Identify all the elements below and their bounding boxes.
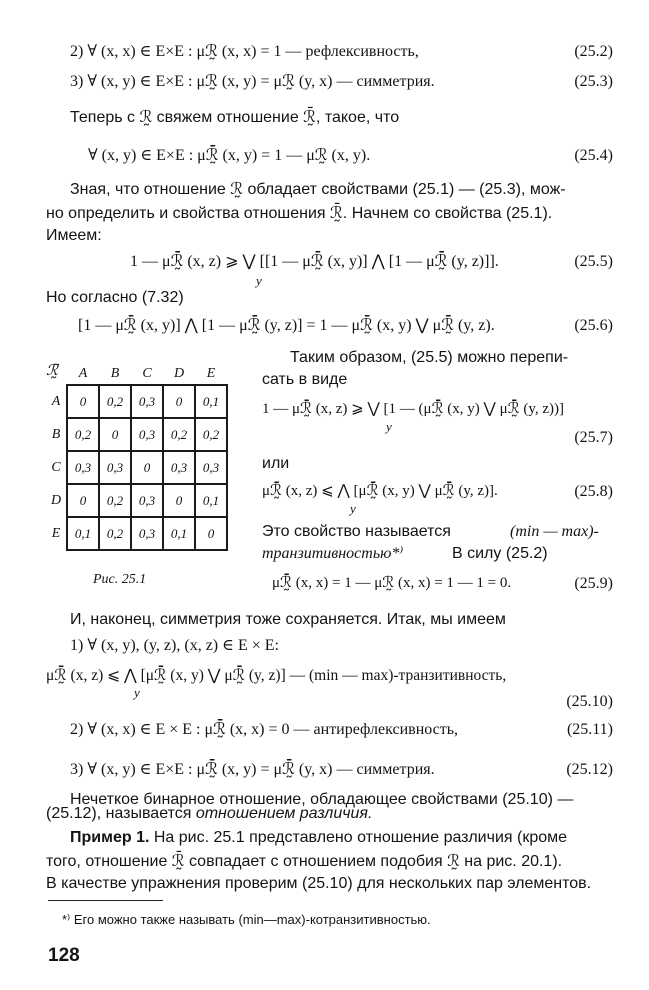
equation-25-4: ∀ (x, y) ∈ E×E : μℛ̰̄ (x, y) = 1 — μℛ̰ (x, y). bbox=[88, 147, 371, 164]
matrix-cell: 0 bbox=[99, 418, 131, 451]
row-header: B bbox=[51, 426, 61, 442]
paragraph-line: Но согласно (7.32) bbox=[46, 289, 184, 306]
matrix-row bbox=[46, 451, 227, 484]
matrix-cell: 0,3 bbox=[131, 517, 163, 550]
relation-matrix bbox=[46, 364, 228, 551]
column-header: B bbox=[110, 366, 120, 381]
equation-25-10-subscript: y bbox=[134, 685, 140, 700]
matrix-cell: 0,3 bbox=[131, 484, 163, 517]
eq-number-25-4: (25.4) bbox=[574, 147, 613, 164]
example-label: Пример 1. bbox=[70, 829, 150, 846]
matrix-cell: 0,1 bbox=[195, 385, 227, 418]
equation-25-5-subscript: y bbox=[256, 273, 262, 288]
matrix-row bbox=[46, 385, 227, 418]
eq-number-25-8: (25.8) bbox=[574, 483, 613, 500]
matrix-cell: 0,3 bbox=[163, 451, 195, 484]
row-header: D bbox=[50, 492, 62, 508]
row-header: A bbox=[51, 393, 61, 409]
matrix-cell: 0,2 bbox=[99, 517, 131, 550]
paragraph-line: Нечеткое бинарное отношение, обладающее свойствами (25.10) — bbox=[70, 791, 574, 808]
equation-25-11: 2) ∀ (x, x) ∈ E × E : μℛ̰̄ (x, x) = 0 — антирефлексивность, bbox=[70, 721, 459, 738]
equation-25-9: μℛ̰̄ (x, x) = 1 — μℛ̰ (x, x) = 1 — 1 = 0. bbox=[272, 575, 512, 591]
matrix-cell: 0,3 bbox=[67, 451, 99, 484]
paragraph-line bbox=[46, 806, 372, 822]
matrix-cell: 0,3 bbox=[99, 451, 131, 484]
matrix-cell: 0,3 bbox=[195, 451, 227, 484]
matrix-cell: 0,3 bbox=[131, 385, 163, 418]
matrix-cell: 0 bbox=[195, 517, 227, 550]
paragraph-line: Таким образом, (25.5) можно перепи- bbox=[290, 349, 569, 366]
equation-25-2: 2) ∀ (x, x) ∈ E×E : μℛ̰ (x, x) = 1 — рефлексивность, bbox=[70, 43, 419, 60]
paragraph-line: Это свойство называется bbox=[262, 523, 451, 540]
term-italic: отношением различия. bbox=[195, 805, 373, 822]
matrix-row bbox=[46, 484, 227, 517]
paragraph-line: Имеем: bbox=[46, 227, 102, 244]
matrix-cell: 0,2 bbox=[163, 418, 195, 451]
equation-25-7-subscript: y bbox=[386, 419, 392, 434]
matrix-cell: 0,1 bbox=[195, 484, 227, 517]
paragraph-line: или bbox=[262, 455, 290, 472]
equation-25-5: 1 — μℛ̰̄ (x, z) ⩾ ⋁ [[1 — μℛ̰̄ (x, y)] ⋀ [1 — μℛ̰̄ (y, z)]]. bbox=[130, 253, 499, 270]
equation-25-3: 3) ∀ (x, y) ∈ E×E : μℛ̰ (x, y) = μℛ̰ (y, x) — симметрия. bbox=[70, 73, 435, 90]
eq-number-25-9: (25.9) bbox=[574, 575, 613, 592]
equation-25-10: μℛ̰̄ (x, z) ⩽ ⋀ [μℛ̰̄ (x, y) ⋁ μℛ̰̄ (y, z)] — (min — max)-транзитивность, bbox=[46, 667, 507, 684]
paragraph-line: (min — max)- bbox=[510, 523, 599, 540]
matrix-cell: 0 bbox=[131, 451, 163, 484]
equation-25-12: 3) ∀ (x, y) ∈ E×E : μℛ̰̄ (x, y) = μℛ̰̄ (y, x) — симметрия. bbox=[70, 761, 435, 778]
paragraph-line: Теперь с ℛ̰ свяжем отношение ℛ̰̄, такое, что bbox=[70, 109, 400, 126]
matrix-cell: 0,3 bbox=[131, 418, 163, 451]
paragraph-line bbox=[70, 830, 567, 846]
column-header: C bbox=[142, 366, 152, 381]
page-number: 128 bbox=[48, 945, 80, 966]
paragraph-line: того, отношение ℛ̰̄ совпадает с отношением подобия ℛ̰ на рис. 20.1). bbox=[46, 853, 563, 870]
matrix-cell: 0 bbox=[163, 484, 195, 517]
equation-25-10-header: 1) ∀ (x, y), (y, z), (x, z) ∈ E × E: bbox=[70, 637, 279, 654]
footnote-divider bbox=[48, 900, 163, 901]
paragraph-line: Зная, что отношение ℛ̰ обладает свойствами (25.1) — (25.3), мож- bbox=[70, 181, 566, 198]
matrix-cell: 0,1 bbox=[163, 517, 195, 550]
eq-number-25-6: (25.6) bbox=[574, 317, 613, 334]
equation-25-8: μℛ̰̄ (x, z) ⩽ ⋀ [μℛ̰̄ (x, y) ⋁ μℛ̰̄ (y, z)]. bbox=[262, 483, 498, 499]
matrix-cell: 0 bbox=[163, 385, 195, 418]
figure-corner-symbol: ℛ̰̄ bbox=[46, 363, 58, 379]
matrix-cell: 0,2 bbox=[99, 385, 131, 418]
paragraph-line: но определить и свойства отношения ℛ̰̄. Начнем со свойства (25.1). bbox=[46, 205, 553, 222]
paragraph-line: В качестве упражнения проверим (25.10) для нескольких пар элементов. bbox=[46, 875, 592, 892]
paragraph-line: И, наконец, симметрия тоже сохраняется. Итак, мы имеем bbox=[70, 611, 506, 628]
eq-number-25-12: (25.12) bbox=[566, 761, 613, 778]
eq-number-25-3: (25.3) bbox=[574, 73, 613, 90]
matrix-cell: 0,2 bbox=[195, 418, 227, 451]
matrix-row bbox=[46, 418, 227, 451]
figure-caption: Рис. 25.1 bbox=[93, 572, 147, 587]
paragraph-line: транзитивностью*⁾ bbox=[262, 545, 404, 562]
matrix-cell: 0,2 bbox=[67, 418, 99, 451]
equation-25-6: [1 — μℛ̰̄ (x, y)] ⋀ [1 — μℛ̰̄ (y, z)] = 1 — μℛ̰̄ (x, y) ⋁ μℛ̰̄ (y, z). bbox=[78, 317, 495, 334]
matrix-cell: 0,1 bbox=[67, 517, 99, 550]
matrix-cell: 0 bbox=[67, 484, 99, 517]
paragraph-line: В силу (25.2) bbox=[452, 545, 548, 562]
column-header: A bbox=[78, 366, 88, 381]
column-header: E bbox=[206, 366, 216, 381]
eq-number-25-11: (25.11) bbox=[566, 721, 613, 738]
footnote: *⁾ Его можно также называть (min—max)-котранзитивностью. bbox=[62, 912, 431, 927]
paragraph-line: сать в виде bbox=[262, 371, 348, 388]
eq-number-25-5: (25.5) bbox=[574, 253, 613, 270]
equation-25-8-subscript: y bbox=[350, 501, 356, 516]
row-header: E bbox=[51, 525, 61, 541]
matrix-cell: 0,2 bbox=[99, 484, 131, 517]
text-segment: (25.12), называется bbox=[46, 805, 196, 822]
equation-25-7: 1 — μℛ̰̄ (x, z) ⩾ ⋁ [1 — (μℛ̰̄ (x, y) ⋁ μℛ̰̄ (y, z))] bbox=[262, 401, 564, 417]
matrix-row bbox=[46, 517, 227, 550]
eq-number-25-2: (25.2) bbox=[574, 43, 613, 60]
text-segment: На рис. 25.1 представлено отношение различия (кроме bbox=[149, 829, 568, 846]
matrix-cell: 0 bbox=[67, 385, 99, 418]
column-header: D bbox=[173, 366, 185, 381]
eq-number-25-7: (25.7) bbox=[574, 429, 613, 446]
row-header: C bbox=[51, 459, 61, 475]
eq-number-25-10: (25.10) bbox=[566, 693, 613, 710]
